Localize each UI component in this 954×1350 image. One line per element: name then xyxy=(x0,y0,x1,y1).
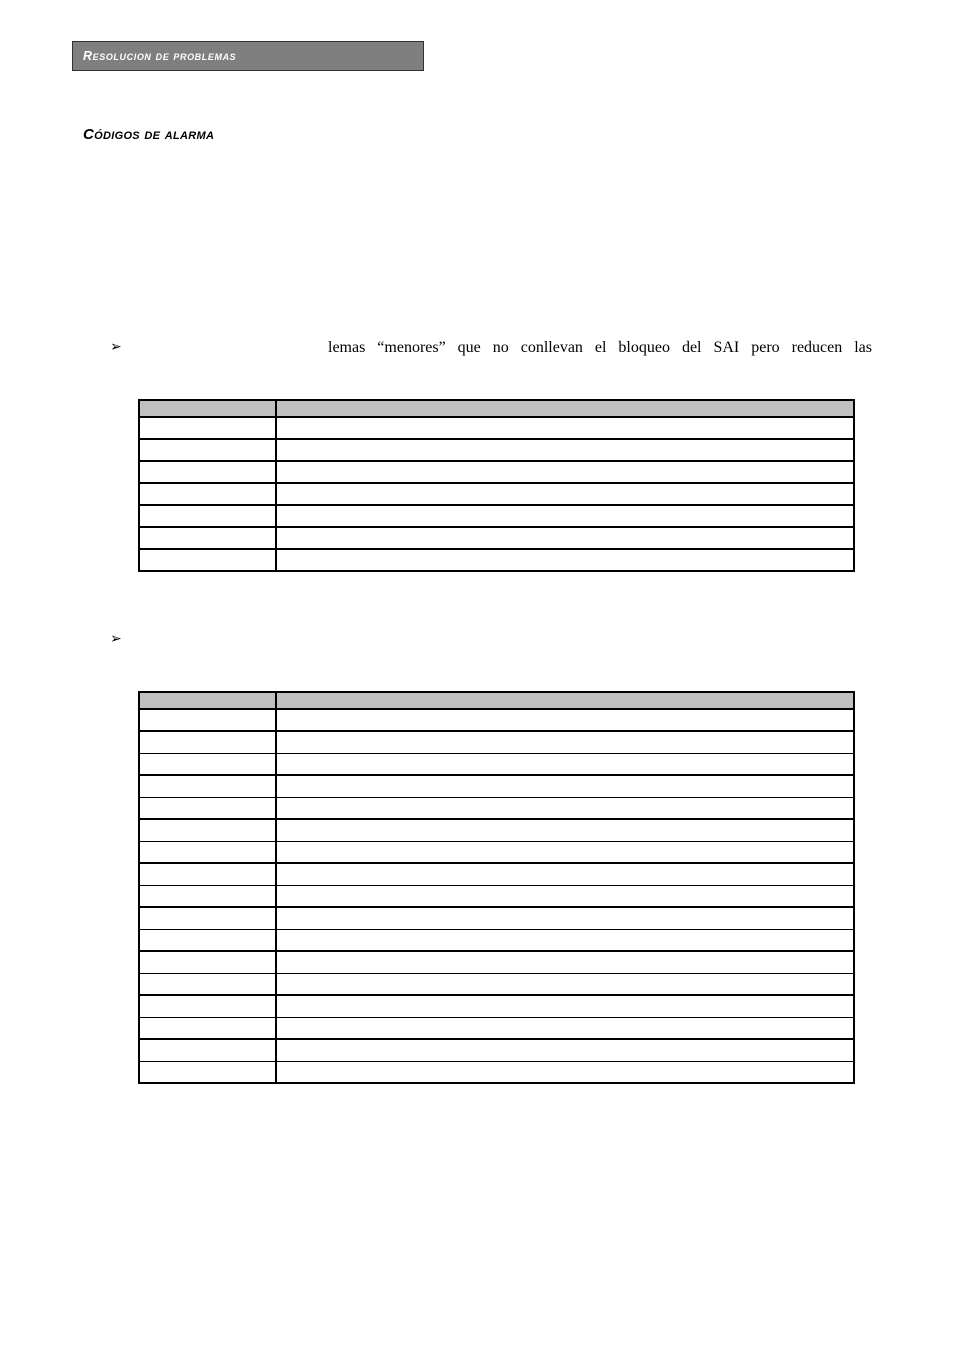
table-cell xyxy=(276,709,854,731)
table-row xyxy=(139,775,854,797)
section-banner-title: Resolucion de problemas xyxy=(83,49,237,63)
table-cell xyxy=(276,1039,854,1061)
table-row xyxy=(139,505,854,527)
table-header-cell xyxy=(276,692,854,709)
table-cell xyxy=(276,483,854,505)
table-cell xyxy=(276,819,854,841)
table-row xyxy=(139,439,854,461)
table-cell xyxy=(139,885,276,907)
table-cell xyxy=(139,995,276,1017)
table-cell xyxy=(276,753,854,775)
table-cell xyxy=(276,797,854,819)
table-cell xyxy=(276,461,854,483)
table-cell xyxy=(139,731,276,753)
table-cell xyxy=(276,439,854,461)
table-row xyxy=(139,1039,854,1061)
table-header-row xyxy=(139,400,854,417)
table-row xyxy=(139,885,854,907)
table-row xyxy=(139,709,854,731)
table-cell xyxy=(276,775,854,797)
table-cell xyxy=(276,527,854,549)
table-cell xyxy=(276,885,854,907)
alarm-table-1 xyxy=(138,399,855,572)
table-row xyxy=(139,863,854,885)
table-row xyxy=(139,907,854,929)
table-cell xyxy=(276,951,854,973)
table-cell xyxy=(276,929,854,951)
table-cell xyxy=(276,863,854,885)
table-cell xyxy=(139,753,276,775)
table-cell xyxy=(139,775,276,797)
table-row xyxy=(139,841,854,863)
list-item-text: lemas “menores” que no conllevan el bloqueo del SAI pero reducen las xyxy=(328,339,872,356)
table-cell xyxy=(139,1017,276,1039)
table-cell xyxy=(139,973,276,995)
table-cell xyxy=(276,841,854,863)
table-row xyxy=(139,1017,854,1039)
table-cell xyxy=(276,1061,854,1083)
table-header-cell xyxy=(276,400,854,417)
table-row xyxy=(139,753,854,775)
table-row xyxy=(139,549,854,571)
table-cell xyxy=(276,1017,854,1039)
table-cell xyxy=(139,709,276,731)
table-cell xyxy=(276,417,854,439)
table-cell xyxy=(139,1061,276,1083)
table-row xyxy=(139,951,854,973)
bullet-arrow-icon: ➢ xyxy=(110,632,122,647)
table-row xyxy=(139,797,854,819)
table-header-cell xyxy=(139,692,276,709)
table-cell xyxy=(139,863,276,885)
table-cell xyxy=(139,907,276,929)
table-cell xyxy=(139,527,276,549)
table-row xyxy=(139,1061,854,1083)
table-cell xyxy=(276,731,854,753)
table-row xyxy=(139,461,854,483)
table-cell xyxy=(276,995,854,1017)
table-cell xyxy=(276,973,854,995)
table-cell xyxy=(139,483,276,505)
table-row xyxy=(139,973,854,995)
table-row xyxy=(139,417,854,439)
table-cell xyxy=(139,1039,276,1061)
table-cell xyxy=(139,951,276,973)
table-cell xyxy=(139,439,276,461)
table-row xyxy=(139,929,854,951)
section-banner xyxy=(72,41,424,71)
table-cell xyxy=(139,461,276,483)
table-cell xyxy=(139,505,276,527)
table-header-row xyxy=(139,692,854,709)
table-cell xyxy=(139,841,276,863)
table-row xyxy=(139,995,854,1017)
table-row xyxy=(139,731,854,753)
page-heading: Códigos de alarma xyxy=(83,126,215,143)
alarm-table-2 xyxy=(138,691,855,1084)
table-cell xyxy=(139,417,276,439)
table-row xyxy=(139,819,854,841)
table-cell xyxy=(139,929,276,951)
table-cell xyxy=(139,819,276,841)
table-cell xyxy=(276,907,854,929)
bullet-arrow-icon: ➢ xyxy=(110,340,122,355)
table-cell xyxy=(139,549,276,571)
table-cell xyxy=(139,797,276,819)
table-header-cell xyxy=(139,400,276,417)
table-row xyxy=(139,483,854,505)
table-row xyxy=(139,527,854,549)
table-cell xyxy=(276,549,854,571)
table-cell xyxy=(276,505,854,527)
